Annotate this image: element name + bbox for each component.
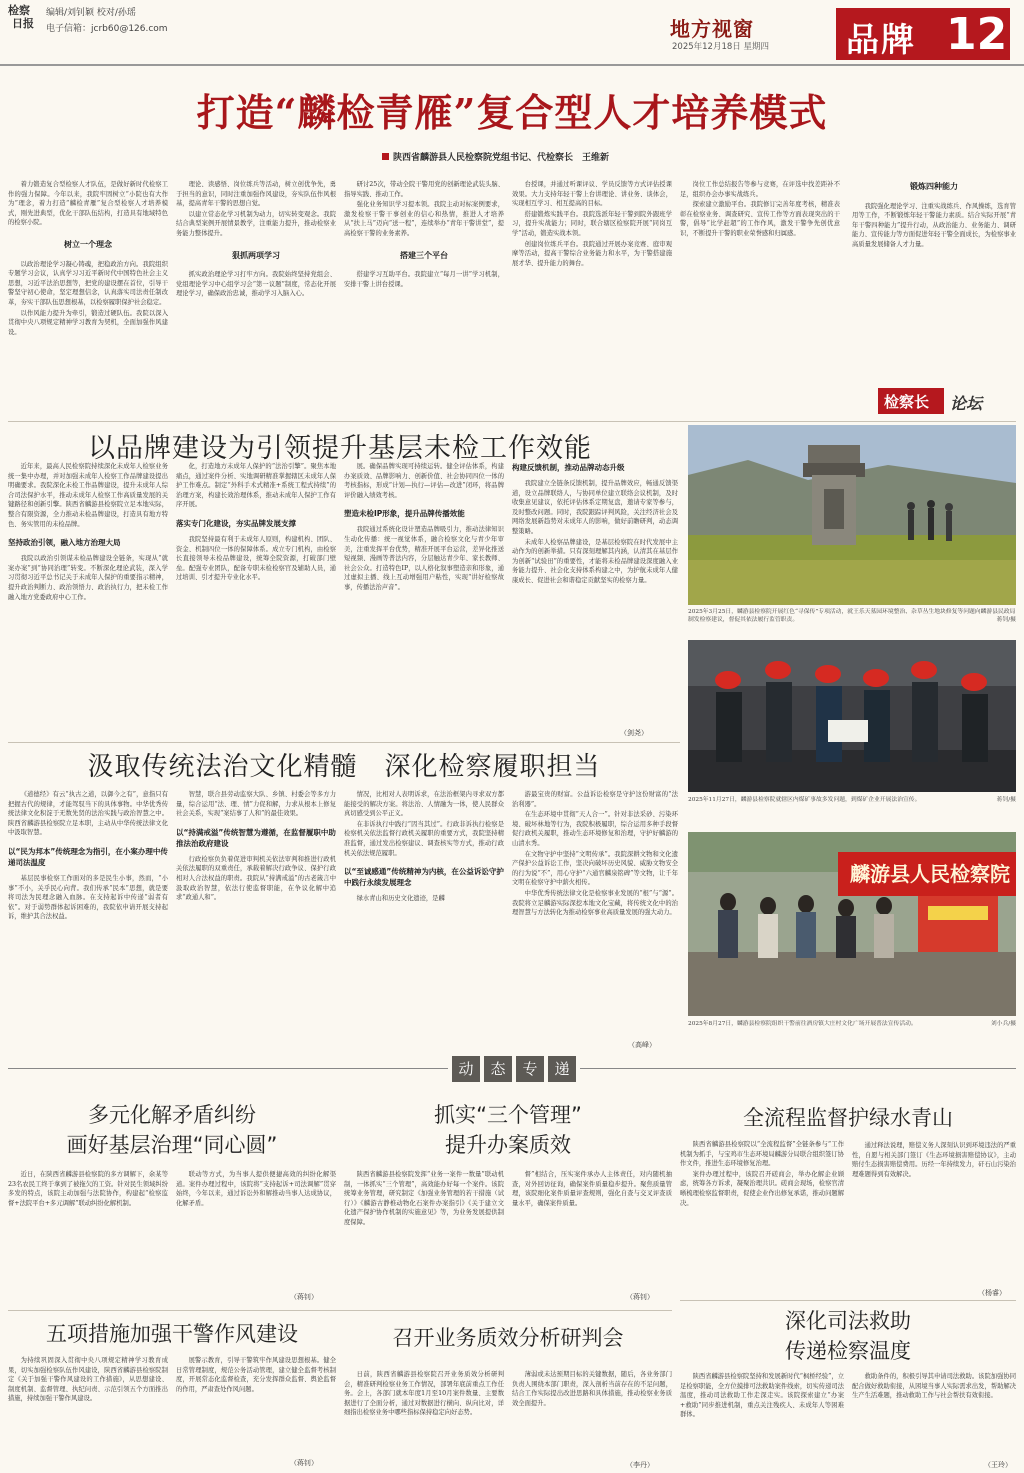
feature1-bottom-rule xyxy=(8,742,680,743)
memorial-caption-text: 2025年3月25日，麟游县检察院开展红色“寻保传”专项活动，就王乐天墓园环境整治、杂草丛生地块修复等问题向麟游县民政局制发检察建议，督促其依法履行监管职责。 xyxy=(688,609,1016,623)
lead-bottom-rule xyxy=(8,421,1016,422)
story6-title xyxy=(680,1306,1016,1366)
story5-paragraph: 日前，陕西省麟游县检察院召开业务质效分析研判会，精准研判检察业务工作情况，部署年底前重点工作任务。会上，各部门就本年度1月至10月案件数量、主要数据进行了全面分析，通过对数据进行横向、纵向比对，详细指出检察业务中哪些指标保持稳定向好态势。 xyxy=(344,1371,504,1417)
newspaper-logo xyxy=(8,4,34,38)
story5-col-1 xyxy=(344,1370,504,1468)
story4-title: 五项措施加强干警作风建设 xyxy=(46,1322,298,1346)
lead-paragraph: 以建立常态化学习机制为动力，切实转变观念。我院结合典型案例开展情景教学，注重能力提升，推动检察业务能力整体提升。 xyxy=(176,210,336,237)
feature1-subhead: 塑造未检IP形象，提升品牌传播效能 xyxy=(344,509,465,519)
feature2-col-1 xyxy=(8,790,168,1038)
feature1-subhead: 构建反馈机制，推动品牌动态升级 xyxy=(512,463,625,472)
lead-paragraph: 强化业务知识学习提本领。我院主动对标案例要求，激发检察干警干事创业的信心和热情，推进人才培养从“扶上马”迈向“送一程”，连续举办“青年干警讲堂”，提高检察干警的业务素养。 xyxy=(344,201,504,237)
outreach-photo-caption xyxy=(688,1020,1016,1028)
feature1-col-4 xyxy=(512,462,678,727)
feature1-paragraph: 我院建立全链条反馈机制，提升品牌效应，畅通反馈渠道，设立品牌联络人，与协同单位建立联络会议机制，及时收集意见建议，依托评估体系定期复盘，邀请专家等参与，及时整改问题。同时，我院跟踪评判风险，关注经济社会及网络发展新趋势对未成年人的影响，做好前瞻研判，动态调整策略。 xyxy=(512,480,678,535)
feature1-paragraph: 展。确保品牌实现可持续运转。健全评估体系，构建办案质效、品牌影响力、创新价值、社会协同四位一体的考核指标，形成“计划—执行—评估—改进”闭环，将品牌评价融入绩效考核。 xyxy=(344,463,504,499)
news-mid-rule-right xyxy=(680,1300,1016,1301)
email-line: 电子信箱：jcrb60@126.com xyxy=(46,24,168,34)
story3-col-1 xyxy=(680,1140,844,1290)
story2-col-1 xyxy=(344,1170,504,1300)
story3-title: 全流程监督护绿水青山 xyxy=(743,1106,953,1130)
story6-col-2 xyxy=(852,1372,1016,1460)
memorial-photo xyxy=(688,425,1016,605)
lead-paragraph: 我院强化理论学习、注重实战练兵、作风操练，选育管用等工作，不断锻炼年轻干警能力素质。结合实际开展“青年干警四种能力”提升行动，从政治能力、业务能力、调研能力、宣传能力等方面促进年轻干警全面成长，为检察事业高质量发展储备人才力量。 xyxy=(852,202,1016,248)
logo-line1: 检察 xyxy=(8,4,30,17)
feature1-title: 以品牌建设为引领提升基层未检工作效能 xyxy=(88,433,592,464)
outreach-caption-text: 2025年8月27日，麟游县检察院组织干警前往酒房镇大庄村文化广场开展普法宣传活动。 xyxy=(688,1021,917,1027)
feature2-author: （高峰） xyxy=(628,1041,656,1049)
lead-col-1 xyxy=(8,180,168,460)
feature1-col-1 xyxy=(8,462,168,727)
masthead-rule xyxy=(0,64,1024,66)
feature2-subhead: 以“民为邦本”传统理念为指引，在小案办理中传递司法温度 xyxy=(8,846,168,867)
lead-byline-marker xyxy=(382,153,389,160)
story5-author: （李丹） xyxy=(626,1461,654,1469)
outreach-banner-text: 麟游县人民检察院 xyxy=(850,862,1010,886)
story2-paragraph: 督”相结合，压实案件承办人主体责任，对内随机抽查，对外回访征询，确保案件质量稳步提升。聚焦质量管理，该院细化案件质量评查规则，强化自查与交叉评查质量水平，确保案件质量。 xyxy=(512,1171,672,1207)
lead-subhead: 锻炼四种能力 xyxy=(910,182,958,191)
story6-author: （王玲） xyxy=(984,1461,1012,1469)
lead-paragraph: 着力锻造复合型检察人才队伍，是做好新时代检察工作的强力保障。今年以来，我院牢固树立“小院也有大作为”理念，着力打造“麟检青雁”复合型检察人才培养模式，刚先进典型，优化干部队伍结构，打造具有地域特色的检察小院。 xyxy=(8,181,168,227)
story4-author: （蒋钊） xyxy=(290,1459,318,1467)
story6-title-line1: 深化司法救助 xyxy=(785,1309,911,1333)
story3-col-2 xyxy=(852,1140,1016,1286)
story6-col-1 xyxy=(680,1372,844,1468)
story3-author: （杨睿） xyxy=(978,1289,1006,1297)
story1-col-1 xyxy=(8,1170,168,1300)
memorial-photo-image xyxy=(688,425,1016,605)
lead-col-4 xyxy=(512,180,672,380)
feature2-subhead: 以“持满戒溢”传统智慧为遵循，在监督履职中助推法治政府建设 xyxy=(176,827,336,848)
feature1-subhead: 坚持政治引领，融入地方治理大局 xyxy=(8,538,121,548)
story5-paragraph: 薄弱或未达预期目标的关键数据，随后，各业务部门负责人围绕本部门职责，深入剖析当前存在的不足问题，结合工作实际提出改进思路和具体措施，推动检察业务质效全面提升。 xyxy=(512,1371,672,1407)
story1-title xyxy=(8,1100,336,1160)
story3-paragraph: 案件办理过程中，该院召开磋商会，举办化解企业顾虑，统筹各方诉求，凝聚治理共识。磋商会现场，检察官清晰梳理检察监督职责，促使企业作出修复承诺，推动问题解决。 xyxy=(680,1170,844,1207)
feature2-paragraph: 《道德经》有云“执古之道，以御今之有”，意指只有把握古代的规律，才能驾驭当下的具体事物。中华优秀传统法律文化积淀于无数先贤的法治实践与政治智慧之中。陕西省麟游县检察院立足本职，主动从中华传统法律文化中汲取智慧。 xyxy=(8,791,168,837)
story2-title-line2: 提升办案质效 xyxy=(445,1133,571,1157)
masthead xyxy=(0,0,1024,64)
news-rule-left xyxy=(8,1068,448,1069)
news-mid-rule-left xyxy=(8,1310,672,1311)
story1-col-2 xyxy=(176,1170,336,1290)
story2-col-2 xyxy=(512,1170,672,1290)
brand-label: 品牌 xyxy=(846,20,916,59)
mine-caption-text: 2025年11月27日，麟游县检察院就辖区内煤矿事故多发问题，到煤矿企业开展法治宣传。 xyxy=(688,797,921,803)
story6-paragraph: 陕西省麟游县检察院坚持和发展新时代“枫桥经验”，立足检察职能，全方位摸排可法救助案件线索，切实传递司法温度，推动司法救助工作走深走实。该院探索建立“办案+救助”同步推进机制，重点关注残疾人、未成年人等困难群体。 xyxy=(680,1373,844,1419)
feature1-paragraph: 我院以政治引领谋未检品牌建设全链条，实现从“就案办案”到“协同治理”转变。不断深化理论武装，深入学习贯彻习近平总书记关于未成年人保护的重要指示精神，提升政治判断力、政治领悟力、政治执行力，把未检工作融入地方党委政府中心工作。 xyxy=(8,555,168,601)
mine-photo xyxy=(688,640,1016,792)
feature1-col-2 xyxy=(176,462,336,727)
lead-col-5 xyxy=(680,180,840,380)
story4-col-1 xyxy=(8,1356,168,1468)
story1-paragraph: 近日，在陕西省麟游县检察院的多方调解下，余某等23名农民工终于拿到了被拖欠的工资。针对民生领域纠纷多发的特点，该院主动加强与法院协作，构建起“检察监督+法院平台+多元调解”联动纠纷化解机制。 xyxy=(8,1171,168,1207)
feature2-paragraph: 在生态环境中贯彻“天人合一”。针对非法采砂、污染环境、破坏林地等行为，我院积极履职，综合运用多种手段督促行政机关履职，推动生态环境修复和治理，守护好麟游的山清水秀。 xyxy=(512,811,678,847)
story3-paragraph: 陕西省麟游县检察院以“全流程监督”全链条参与“工作机制为抓手，与宝鸡市生态环境局麟游分局联合组织签订协作文件，推进生态环境修复治理。 xyxy=(680,1141,844,1168)
lead-paragraph: 岗位工作总结报告等参与竞赛，在评选中找差距补不足，组织办会办事实战练兵。 xyxy=(680,181,840,198)
lead-paragraph: 搭建锻炼实践平台。我院选派年轻干警到院外跟班学习，提升实战能力；同时，联合辖区检察院开展“同岗互学”活动，锻造实战本领。 xyxy=(512,210,672,237)
lead-byline: 陕西省麟游县人民检察院党组书记、代检察长 王维新 xyxy=(393,153,610,163)
lead-title: 打造“麟检青雁”复合型人才培养模式 xyxy=(196,90,828,135)
story3-paragraph: 通过释法说理，赔偿义务人深刻认识到环境违法的严重性，自愿与相关部门签订《生态环境损害赔偿协议》，主动赔付生态损害赔偿费用。历经一年持续发力，矸石山污染治理难题得到有效解决。 xyxy=(852,1142,1016,1178)
date-line: 2025年12月18日 星期四 xyxy=(672,42,769,52)
lead-paragraph: 以政治理论学习凝心铸魂，把稳政治方向。我院组织专题学习会议，认真学习习近平新时代中国特色社会主义思想，习近平法治思想等，把党的建设摆在首位，引导干警坚守初心使命，坚定理想信念，认真落实司法责任制改革，夯实干部队伍思想根基，以检察履职保护社会稳定。 xyxy=(8,260,168,306)
story1-author: （蒋钊） xyxy=(290,1293,318,1301)
feature2-subhead: 以“至诚感通”传统精神为内核，在公益诉讼守护中践行永续发展理念 xyxy=(344,867,504,888)
memorial-caption-credit: 蒋钊/摄 xyxy=(996,617,1016,623)
story4-paragraph: 为持续巩固深入贯彻中央八项规定精神学习教育成果，切实加强检察队伍作风建设，陕西省麟游县检察院制定《关于加强干警作风建设的工作措施》，从思想建设、制度机制、监督管理、执纪问责、示范引领五个方面推出措施，持续加强干警作风建设。 xyxy=(8,1357,168,1403)
lead-paragraph: 以作风能力提升为牵引，锻造过硬队伍。我院以深入贯彻中央八项规定精神学习教育为契机，全面加强作风建设。 xyxy=(8,309,168,336)
page-number: 12 xyxy=(946,9,1008,60)
lead-paragraph: 创建岗位练兵平台。我院通过开展办案竞赛、庭审观摩等活动，提高干警综合业务能力和水平，为干警搭建施展才华、提升能力的舞台。 xyxy=(512,240,672,267)
memorial-photo-caption xyxy=(688,608,1016,624)
lead-subhead: 树立一个理念 xyxy=(64,239,112,249)
outreach-caption-credit: 刘小兵/摄 xyxy=(990,1021,1016,1027)
lead-paragraph: 台授课，并通过听课评议、学员反馈等方式评估授课效果。大力支持年轻干警上台讲理论、讲业务、谈体会，实现相互学习、相互提高的目标。 xyxy=(512,181,672,208)
lead-col-2 xyxy=(176,180,336,380)
feature1-author: （剑尧） xyxy=(620,729,648,737)
lead-col-3 xyxy=(344,180,504,380)
feature2-paragraph: 在文物守护中坚持“文明传承”。我院深耕文物和文化遗产保护公益诉讼工作，坚决向破坏历史风貌、威胁文物安全的行为说“不”，用心守护“六通官麟泉铭碑”等文物，让千年文明在检察守护中薪火相传。 xyxy=(512,850,678,887)
feature1-paragraph: 近年来，最高人民检察院持续深化未成年人检察业务统一集中办理，并对加强未成年人检察工作品牌建设提出明确要求。我院深化未检工作品牌建设，提升未成年人综合司法保护水平，推动未成年人检察工作高质量发展的关键路径和创新引擎。陕西省麟游县检察院立足本地实际，整合有限资源，全力推动未检品牌建设，打造具有地方特色、务实管用的未检品牌。 xyxy=(8,463,168,528)
story2-paragraph: 陕西省麟游县检察院发挥“业务一案件一数量”联动机制，一体抓实“三个管理”，高效能办好每一个案件。该院统筹业务管理，研究制定《加强业务管理的若干措施（试行）》《麟游古静椎动物化石案件办案指引》《关于建立文化遗产保护协作机制的实施意见》等，为业务发展提供制度保障。 xyxy=(344,1171,504,1226)
feature2-col-2 xyxy=(176,790,336,1038)
feature2-paragraph: 智慧，联合县劳动监察大队、乡镇、村委会等多方力量，综合运用“法、理、情”力促和解，力求从根本上修复社会关系，实现“案结事了人和”的最佳效果。 xyxy=(176,791,336,818)
lead-paragraph: 理论、读感悟、岗位练兵等活动，树立创优争先，勇于担当的意识，同时注重加强作风建设，夯实队伍作风根基，提高青年干警的思想自觉。 xyxy=(176,181,336,208)
forum-tag-label-a: 检察长 xyxy=(884,393,930,411)
feature2-col-4 xyxy=(512,790,678,1038)
lead-paragraph: 探索建立激励平台。我院修订完善年度考核，精准表彰在检察业务、调查研究、宣传工作等方面表现突出的干警，倡导“比学赶超”的工作作风，激发干警争先创优意识，不断提升干警的职业荣誉感和归属感。 xyxy=(680,201,840,237)
story1-title-line2: 画好基层治理“同心圆” xyxy=(66,1133,278,1157)
news-banner-cell: 专 xyxy=(516,1056,544,1082)
lead-subhead: 搭建三个平台 xyxy=(400,250,448,260)
feature2-col-3 xyxy=(344,790,504,1038)
news-banner-cell: 动 xyxy=(452,1056,480,1082)
news-banner-cell: 递 xyxy=(548,1056,576,1082)
lead-paragraph: 抓实政治理论学习打牢方向。我院始终坚持党组会、党组理论学习中心组学习会“第一议题”制度，常态化开展理论学习，确保政治忠诚，推动学习入脑入心。 xyxy=(176,271,336,298)
outreach-photo xyxy=(688,832,1016,1016)
story5-col-2 xyxy=(512,1370,672,1458)
feature2-paragraph: 在非诉执行中践行“因当其过”。行政非诉执行检察是检察机关依法监督行政机关履职的重要方式，我院坚持精准监督，通过发出检察建议、调查核实等方式，推动行政机关依法规范履职。 xyxy=(344,820,504,857)
lead-paragraph: 研讨25次，带动全院干警用党的创新理论武装头脑、指导实践、推动工作。 xyxy=(344,181,504,198)
story2-author: （蒋钊） xyxy=(626,1293,654,1301)
lead-paragraph: 搭建学习互助平台。我院建立“每月一讲”学习机制，安排干警上讲台授课。 xyxy=(344,271,504,288)
story1-title-line1: 多元化解矛盾纠纷 xyxy=(88,1103,256,1127)
feature1-col-3 xyxy=(344,462,504,727)
feature2-paragraph: 中华优秀传统法律文化是检察事业发展的“根”与“源”。我院将立足麟游实际深挖本地文化宝藏，将传统文化中的治理智慧与方法转化为推动检察事业高质量发展的强大动力。 xyxy=(512,889,678,917)
story1-paragraph: 联动等方式，为当事人提供便捷高效的纠纷化解渠道。案件办理过程中，该院将“支持起诉+司法调解”贯穿始终，今年以来，通过诉讼外和解推动当事人达成协议，化解矛盾。 xyxy=(176,1171,336,1207)
news-banner-cell: 态 xyxy=(484,1056,512,1082)
feature1-paragraph: 化，打造地方未成年人保护的“法治引擎”。聚焦本地痛点，通过案件分析、实地调研精准掌握辖区未成年人保护工作难点。制定“外科手术式精准+系统工程式持续”的治理方案，构建长效治理体系，推动未成年人保护工作有序开展。 xyxy=(176,463,336,509)
feature2-paragraph: 基层民事检察工作面对的多是民生小事，然而，“小事”不小，关乎民心向背。我们传承“民本”思想，就是要将司法为民理念融入血脉。在支持起诉中传递“弱者有依”。对于弱势群体起诉困难的，我院依申请开展支持起诉，维护其合法权益。 xyxy=(8,874,168,921)
forum-tag-label-b: 论坛 xyxy=(950,394,983,413)
story2-title-line1: 抓实“三个管理” xyxy=(434,1103,582,1127)
story6-title-line2: 传递检察温度 xyxy=(785,1339,911,1363)
story6-paragraph: 救助条件的，积极引导其申请司法救助。该院加强协同配合做好救助衔接，从困境当事人实际需求出发，帮助解决生产生活难题，推动救助工作与社会帮扶有效衔接。 xyxy=(852,1373,1016,1400)
feature2-paragraph: 游最宝贵的财富。公益诉讼检察是守护这份财富的“法治利器”。 xyxy=(512,791,678,808)
feature2-paragraph: 行政检察负负着促进审判机关依法审判和推进行政机关依法履职的双重责任，承载着解决行政争议、保护行政相对人合法权益的职责。我院从“持满戒溢”的古老箴言中汲取政治智慧，依法行使监督职能，在争议化解中追求“政通人和”。 xyxy=(176,855,336,902)
lead-subhead: 狠抓两项学习 xyxy=(232,250,280,260)
news-rule-right xyxy=(580,1068,1016,1069)
editor-line: 编辑/刘钊颖 校对/孙瑶 xyxy=(46,8,136,18)
story2-title xyxy=(344,1100,672,1160)
story4-col-2 xyxy=(176,1356,336,1456)
mine-photo-caption xyxy=(688,796,1016,804)
news-banner xyxy=(452,1056,576,1082)
story5-title: 召开业务质效分析研判会 xyxy=(392,1326,624,1350)
feature1-subhead: 落实专门化建设，夯实品牌发展支撑 xyxy=(176,518,296,528)
feature1-paragraph: 我院通过系统化设计塑造品牌吸引力，推动法律知识生动化传播：统一视觉体系，融合检察文化与青少年审美，注重发挥平台优势，精准开展平台运营，差异化推送短视频、漫画等普法内容，分层触达青少年、家长教师、社会公众。打造特色IP，以人格化叙事塑造亲和形象，通过虚拟主播、线上互动增强用户粘性，实现“讲好检察故事，传播法治声音”。 xyxy=(344,526,504,591)
feature1-paragraph: 未成年人检察品牌建设，是基层检察院在时代发展中主动作为的创新举措。只有深刻理解其内涵，认清其在基层作为创新“试验田”的重要性，才能将未检品牌建设深度融入业务能力提升、社会化支持体系构建之中，为护航未成年人健康成长、促进社会和谐稳定贡献坚实的检察力量。 xyxy=(512,538,678,584)
feature1-paragraph: 我院坚持最有利于未成年人原则，构建机构、团队、资金、机制四位一体的保障体系。成立专门机构，由检察长直接领导未检品牌建设，统筹全院资源，打破部门壁垒。配强专业团队，配备专职未检检察官及辅助人员，通过培训、引才提升专业化水平。 xyxy=(176,535,336,582)
story4-paragraph: 展警示教育，引导干警筑牢作风建设思想根基。健全日常管理制度，规范公务活动管理，建立健全监督考核制度，开展常态化监督检查，充分发挥群众监督、舆论监督的作用，严肃查处作风问题。 xyxy=(176,1357,336,1393)
logo-line2: 日报 xyxy=(12,17,34,30)
mine-caption-credit: 蒋钊/摄 xyxy=(996,797,1016,803)
section-name: 地方视窗 xyxy=(670,17,754,41)
lead-col-6 xyxy=(852,180,1016,370)
mine-photo-image xyxy=(688,640,1016,792)
feature2-title: 汲取传统法治文化精髓 深化检察履职担当 xyxy=(87,752,601,782)
feature2-paragraph: 绿水青山和历史文化遗迹，是麟 xyxy=(356,895,445,903)
forum-tag xyxy=(878,388,1004,414)
feature2-paragraph: 情况，比相对人表明诉求，在法治框架内寻求双方都能接受的解决方案。将法治、人情融为一体，使人民群众真切感受到公平正义。 xyxy=(344,791,504,818)
